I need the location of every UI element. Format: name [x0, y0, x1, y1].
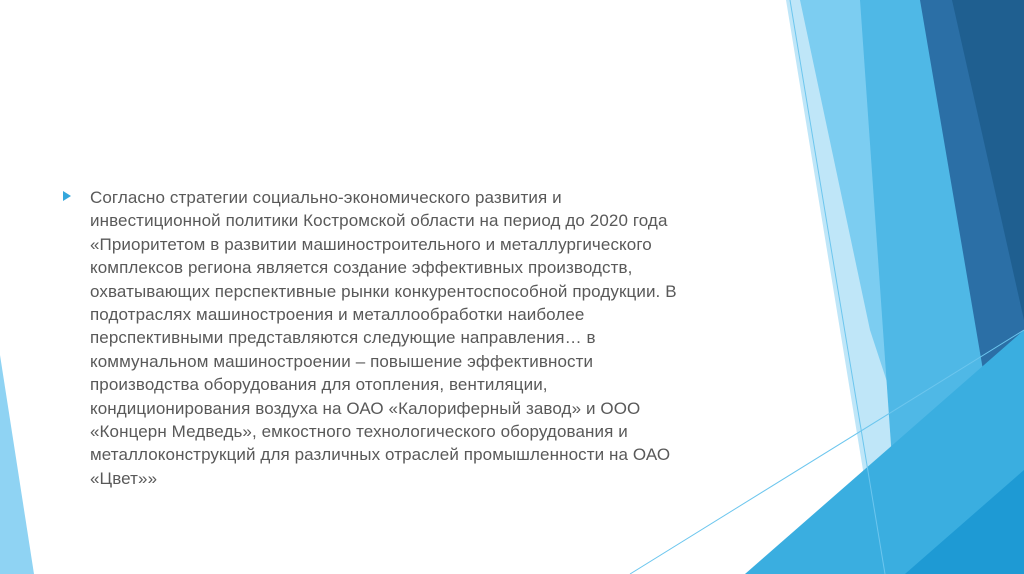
triangle-bullet-icon	[62, 191, 72, 201]
bullet-item	[62, 186, 762, 490]
bullet-paragraph: Согласно стратегии социально-экономического развития и инвестиционной политики Костромской области на период до 2020 года «Приоритетом в развитии машиностроительного и металлургического комплексов региона является создание эффективных производств, охватывающих перспективные рынки конкурентоспособной продукции. В подотраслях машиностроения и металлообработки наиболее перспективными представляются следующие направления… в коммунальном машиностроении – повышение эффективности производства оборудования для отопления, вентиляции, кондиционирования воздуха на ОАО «Калориферный завод» и ООО «Концерн Медведь», емкостного технологического оборудования и металлоконструкций для различных отраслей промышленности на ОАО «Цвет»»	[90, 188, 677, 488]
content-area	[62, 186, 762, 490]
left-edge-shape	[0, 355, 34, 574]
